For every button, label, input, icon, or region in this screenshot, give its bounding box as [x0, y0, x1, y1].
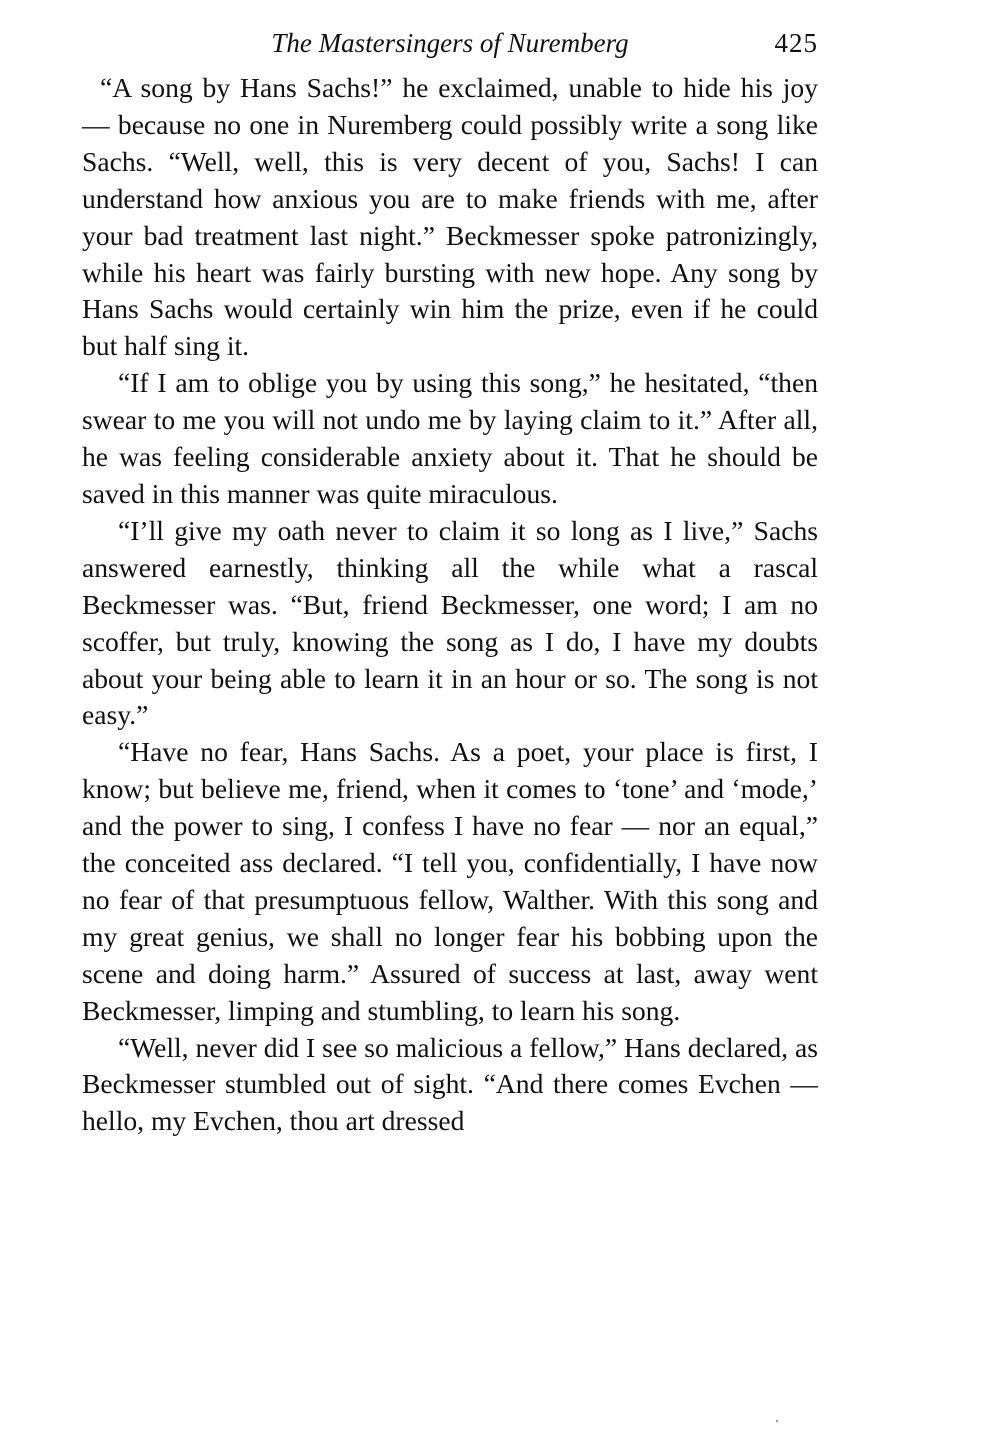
- paragraph: “Have no fear, Hans Sachs. As a poet, your place is first, I know; but believe me, friend, when it comes to ‘tone’ and ‘mode,’ and the power to sing, I confess I have no fear — nor an equal,” the conceited ass declared. “I tell you, confidentially, I have now no fear of that presumptuous fellow, Walther. With this song and my great genius, we shall no longer fear his bobbing upon the scene and doing harm.” Assured of success at last, away went Beckmesser, limping and stumbling, to learn his song.: [82, 736, 818, 1026]
- paragraph: “If I am to oblige you by using this song,” he hesitated, “then swear to me you will not undo me by laying claim to it.” After all, he was feeling considerable anxiety about it. That he should be saved in this manner was quite miraculous.: [82, 367, 818, 509]
- paragraph: “Well, never did I see so malicious a fellow,” Hans declared, as Beckmesser stumbled out of sight. “And there comes Evchen — hello, my Evchen, thou art dressed: [82, 1031, 818, 1137]
- body-text: [82, 70, 818, 1140]
- running-title: The Mastersingers of Nuremberg: [271, 28, 629, 58]
- running-head: [82, 22, 818, 70]
- book-page: [82, 22, 818, 1140]
- paragraph: “A song by Hans Sachs!” he exclaimed, unable to hide his joy — because no one in Nuremberg could possibly write a song like Sachs. “Well, well, this is very decent of you, Sachs! I can understand how anxious you are to make friends with me, after your bad treatment last night.” Beckmesser spoke patronizingly, while his heart was fairly bursting with new hope. Any song by Hans Sachs would certainly win him the prize, even if he could but half sing it.: [82, 72, 818, 362]
- page-number: 425: [774, 28, 818, 58]
- paragraph: “I’ll give my oath never to claim it so long as I live,” Sachs answered earnestly, thinking all the while what a rascal Beckmesser was. “But, friend Beckmesser, one word; I am no scoffer, but truly, knowing the song as I do, I have my doubts about your being able to learn it in an hour or so. The song is not easy.”: [82, 514, 818, 731]
- scan-speck: [776, 1420, 778, 1422]
